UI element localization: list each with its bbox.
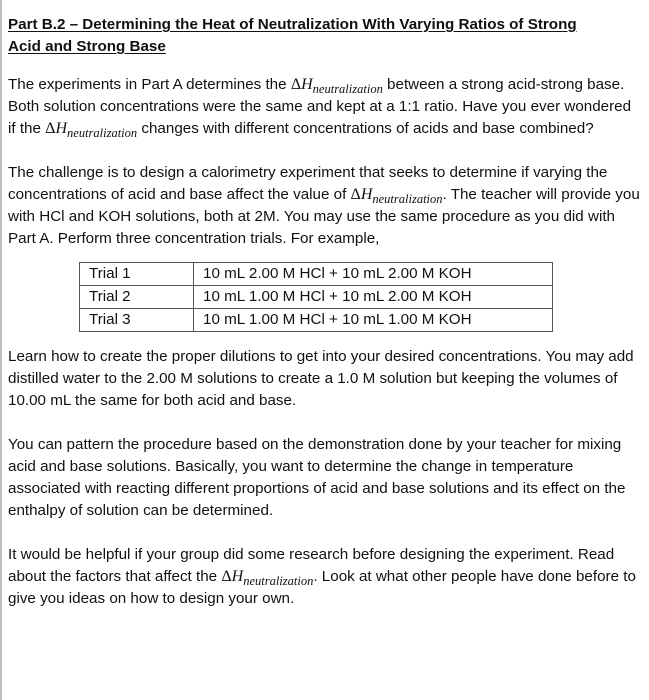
paragraph-dilutions: Learn how to create the proper dilutions to get into your desired concentrations. You may add distilled water to the 2.00 M solutions to create a 1.0 M solution but keeping the volumes of 10.00 mL the same for both acid and base.: [8, 348, 634, 409]
para1-text-a: The experiments in Part A determines the: [8, 76, 291, 93]
paragraph-research: [8, 544, 640, 610]
delta-h-neutralization-symbol: $\Delta H_{neutralization}$: [45, 120, 138, 140]
table-row: [80, 286, 553, 309]
trial-label: Trial 1: [80, 263, 194, 286]
section-title: [8, 14, 640, 58]
delta-h-neutralization-symbol: $\Delta H_{neutralization}$: [290, 76, 383, 96]
para1-text-c: changes with different concentrations of acids and base combined?: [137, 120, 594, 137]
trial-label: Trial 2: [80, 286, 194, 309]
para2-text-b: . The teacher will provide you with HCl and KOH solutions, both at 2M. You may use the same procedure as you did with Part A. Perform three concentration trials. For example,: [8, 186, 640, 247]
paragraph-challenge: [8, 162, 640, 250]
trial-mixture: 10 mL 2.00 M HCl + 10 mL 2.00 M KOH: [194, 263, 553, 286]
trial-mixture: 10 mL 1.00 M HCl + 10 mL 1.00 M KOH: [194, 309, 553, 332]
table-row: [80, 309, 553, 332]
delta-h-neutralization-symbol: $\Delta H_{neutralization}$: [350, 186, 443, 206]
para5-text-b: . Look at what other people have done: [313, 568, 576, 585]
para2-text-a: The challenge is to design a calorimetry experiment that seeks to determine if varying the concentrations of acid and base affect the value of: [8, 164, 608, 203]
delta-h-neutralization-symbol: $\Delta H_{neutralization}$: [221, 568, 314, 588]
para5-text-a: It would be helpful if your group did some research before designing the experiment. Read about the factors that affect the: [8, 546, 615, 585]
left-margin-rule: [0, 0, 2, 700]
underlined-phrase: before to give you ideas on how to: [8, 568, 636, 607]
trial-mixture: 10 mL 1.00 M HCl + 10 mL 2.00 M KOH: [194, 286, 553, 309]
trials-table: [79, 262, 553, 332]
paragraph-procedure: You can pattern the procedure based on the demonstration done by your teacher for mixing acid and base solutions. Basically, you want to determine the change in temperature associated with reacting different proportions of acid and base solutions and its effect on the enthalpy of solution can be determined.: [8, 436, 626, 519]
title-line-2: Acid and Strong Base: [8, 38, 166, 55]
paragraph-part-a-recap: [8, 74, 640, 140]
para1-text-b: between a strong acid-strong base. Both solution concentrations were the same and kept at a 1:1 ratio. Have you ever wondered if the: [8, 76, 632, 137]
table-row: [80, 263, 553, 286]
document-body: [8, 14, 640, 610]
para5-text-d: design your own.: [175, 590, 295, 607]
title-line-1: Part B.2 – Determining the Heat of Neutralization With Varying Ratios of Strong: [8, 16, 577, 33]
trial-label: Trial 3: [80, 309, 194, 332]
